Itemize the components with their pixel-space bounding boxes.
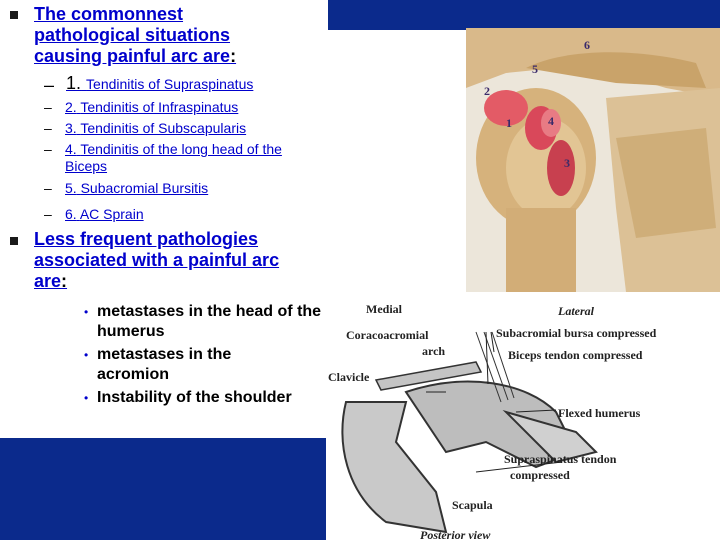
item-4-num: 4. bbox=[65, 141, 77, 157]
item-5-num: 5. bbox=[65, 180, 77, 196]
diagram-label-posterior-view: Posterior view bbox=[420, 528, 491, 542]
photo-label-6: 6 bbox=[584, 38, 590, 52]
main-bullet-1-colon: : bbox=[230, 46, 237, 66]
main-bullet-1 bbox=[34, 4, 294, 67]
item-5-text: Subacromial Bursitis bbox=[80, 180, 209, 196]
item-1-text: Tendinitis of Supraspinatus bbox=[86, 76, 254, 92]
diagram-label-lateral: Lateral bbox=[558, 304, 594, 318]
dot-3: • bbox=[84, 391, 89, 405]
item-4 bbox=[65, 141, 315, 175]
main-bullet-1-text: The commonnest pathological situations causing painful arc are bbox=[34, 4, 231, 66]
item-4-text: Tendinitis of the long head of the Biceps bbox=[65, 141, 282, 174]
item-3 bbox=[65, 120, 325, 137]
diagram-label-clavicle: Clavicle bbox=[328, 370, 370, 384]
decorative-panel-top bbox=[328, 0, 720, 30]
item-1-num: 1. bbox=[66, 73, 82, 93]
dash-4: – bbox=[44, 141, 52, 157]
main-bullet-2-text: Less frequent pathologies associated with a painful arc are bbox=[34, 229, 280, 291]
dash-3: – bbox=[44, 120, 52, 136]
photo-label-4: 4 bbox=[548, 114, 554, 128]
diagram-label-scapula: Scapula bbox=[452, 498, 493, 512]
diagram-label-coracoacromial: Coracoacromial bbox=[346, 328, 429, 342]
main-bullet-2-colon: : bbox=[61, 271, 68, 291]
diagram-label-biceps: Biceps tendon compressed bbox=[508, 348, 643, 362]
decorative-panel-bottom bbox=[0, 438, 330, 540]
item-6-text: AC Sprain bbox=[79, 206, 144, 222]
diagram-label-arch: arch bbox=[422, 344, 446, 358]
shoulder-anatomy-photo bbox=[466, 28, 720, 292]
dash-1: – bbox=[44, 75, 55, 95]
main-bullet-2 bbox=[34, 229, 314, 292]
item-2-num: 2. bbox=[65, 99, 77, 115]
item-5 bbox=[65, 180, 325, 197]
bullet-square-2 bbox=[10, 237, 18, 245]
photo-label-1: 1 bbox=[506, 116, 512, 130]
item-6-num: 6. bbox=[65, 206, 77, 222]
sub-item-1: metastases in the head of the humerus bbox=[97, 303, 322, 340]
item-3-text: Tendinitis of Subscapularis bbox=[80, 120, 247, 136]
photo-label-2: 2 bbox=[484, 84, 490, 98]
item-6 bbox=[65, 206, 325, 223]
photo-label-3: 3 bbox=[564, 156, 570, 170]
item-2 bbox=[65, 99, 325, 116]
item-3-num: 3. bbox=[65, 120, 77, 136]
sub-item-3: Instability of the shoulder bbox=[97, 389, 292, 406]
dash-6: – bbox=[44, 206, 52, 222]
diagram-label-medial: Medial bbox=[366, 302, 402, 316]
dot-2: • bbox=[84, 348, 89, 362]
dash-2: – bbox=[44, 99, 52, 115]
item-2-text: Tendinitis of Infraspinatus bbox=[80, 99, 239, 115]
diagram-label-supraspinatus: Supraspinatus tendon bbox=[504, 452, 617, 466]
diagram-label-subacromial: Subacromial bursa compressed bbox=[496, 326, 657, 340]
dot-1: • bbox=[84, 305, 89, 319]
diagram-label-flexed-humerus: Flexed humerus bbox=[558, 406, 641, 420]
bullet-square-1 bbox=[10, 11, 18, 19]
item-1 bbox=[66, 75, 326, 93]
photo-label-5: 5 bbox=[532, 62, 538, 76]
diagram-label-compressed: compressed bbox=[510, 468, 570, 482]
dash-5: – bbox=[44, 180, 52, 196]
shoulder-impingement-diagram bbox=[326, 292, 720, 540]
sub-item-2: metastases in the acromion bbox=[97, 346, 232, 383]
